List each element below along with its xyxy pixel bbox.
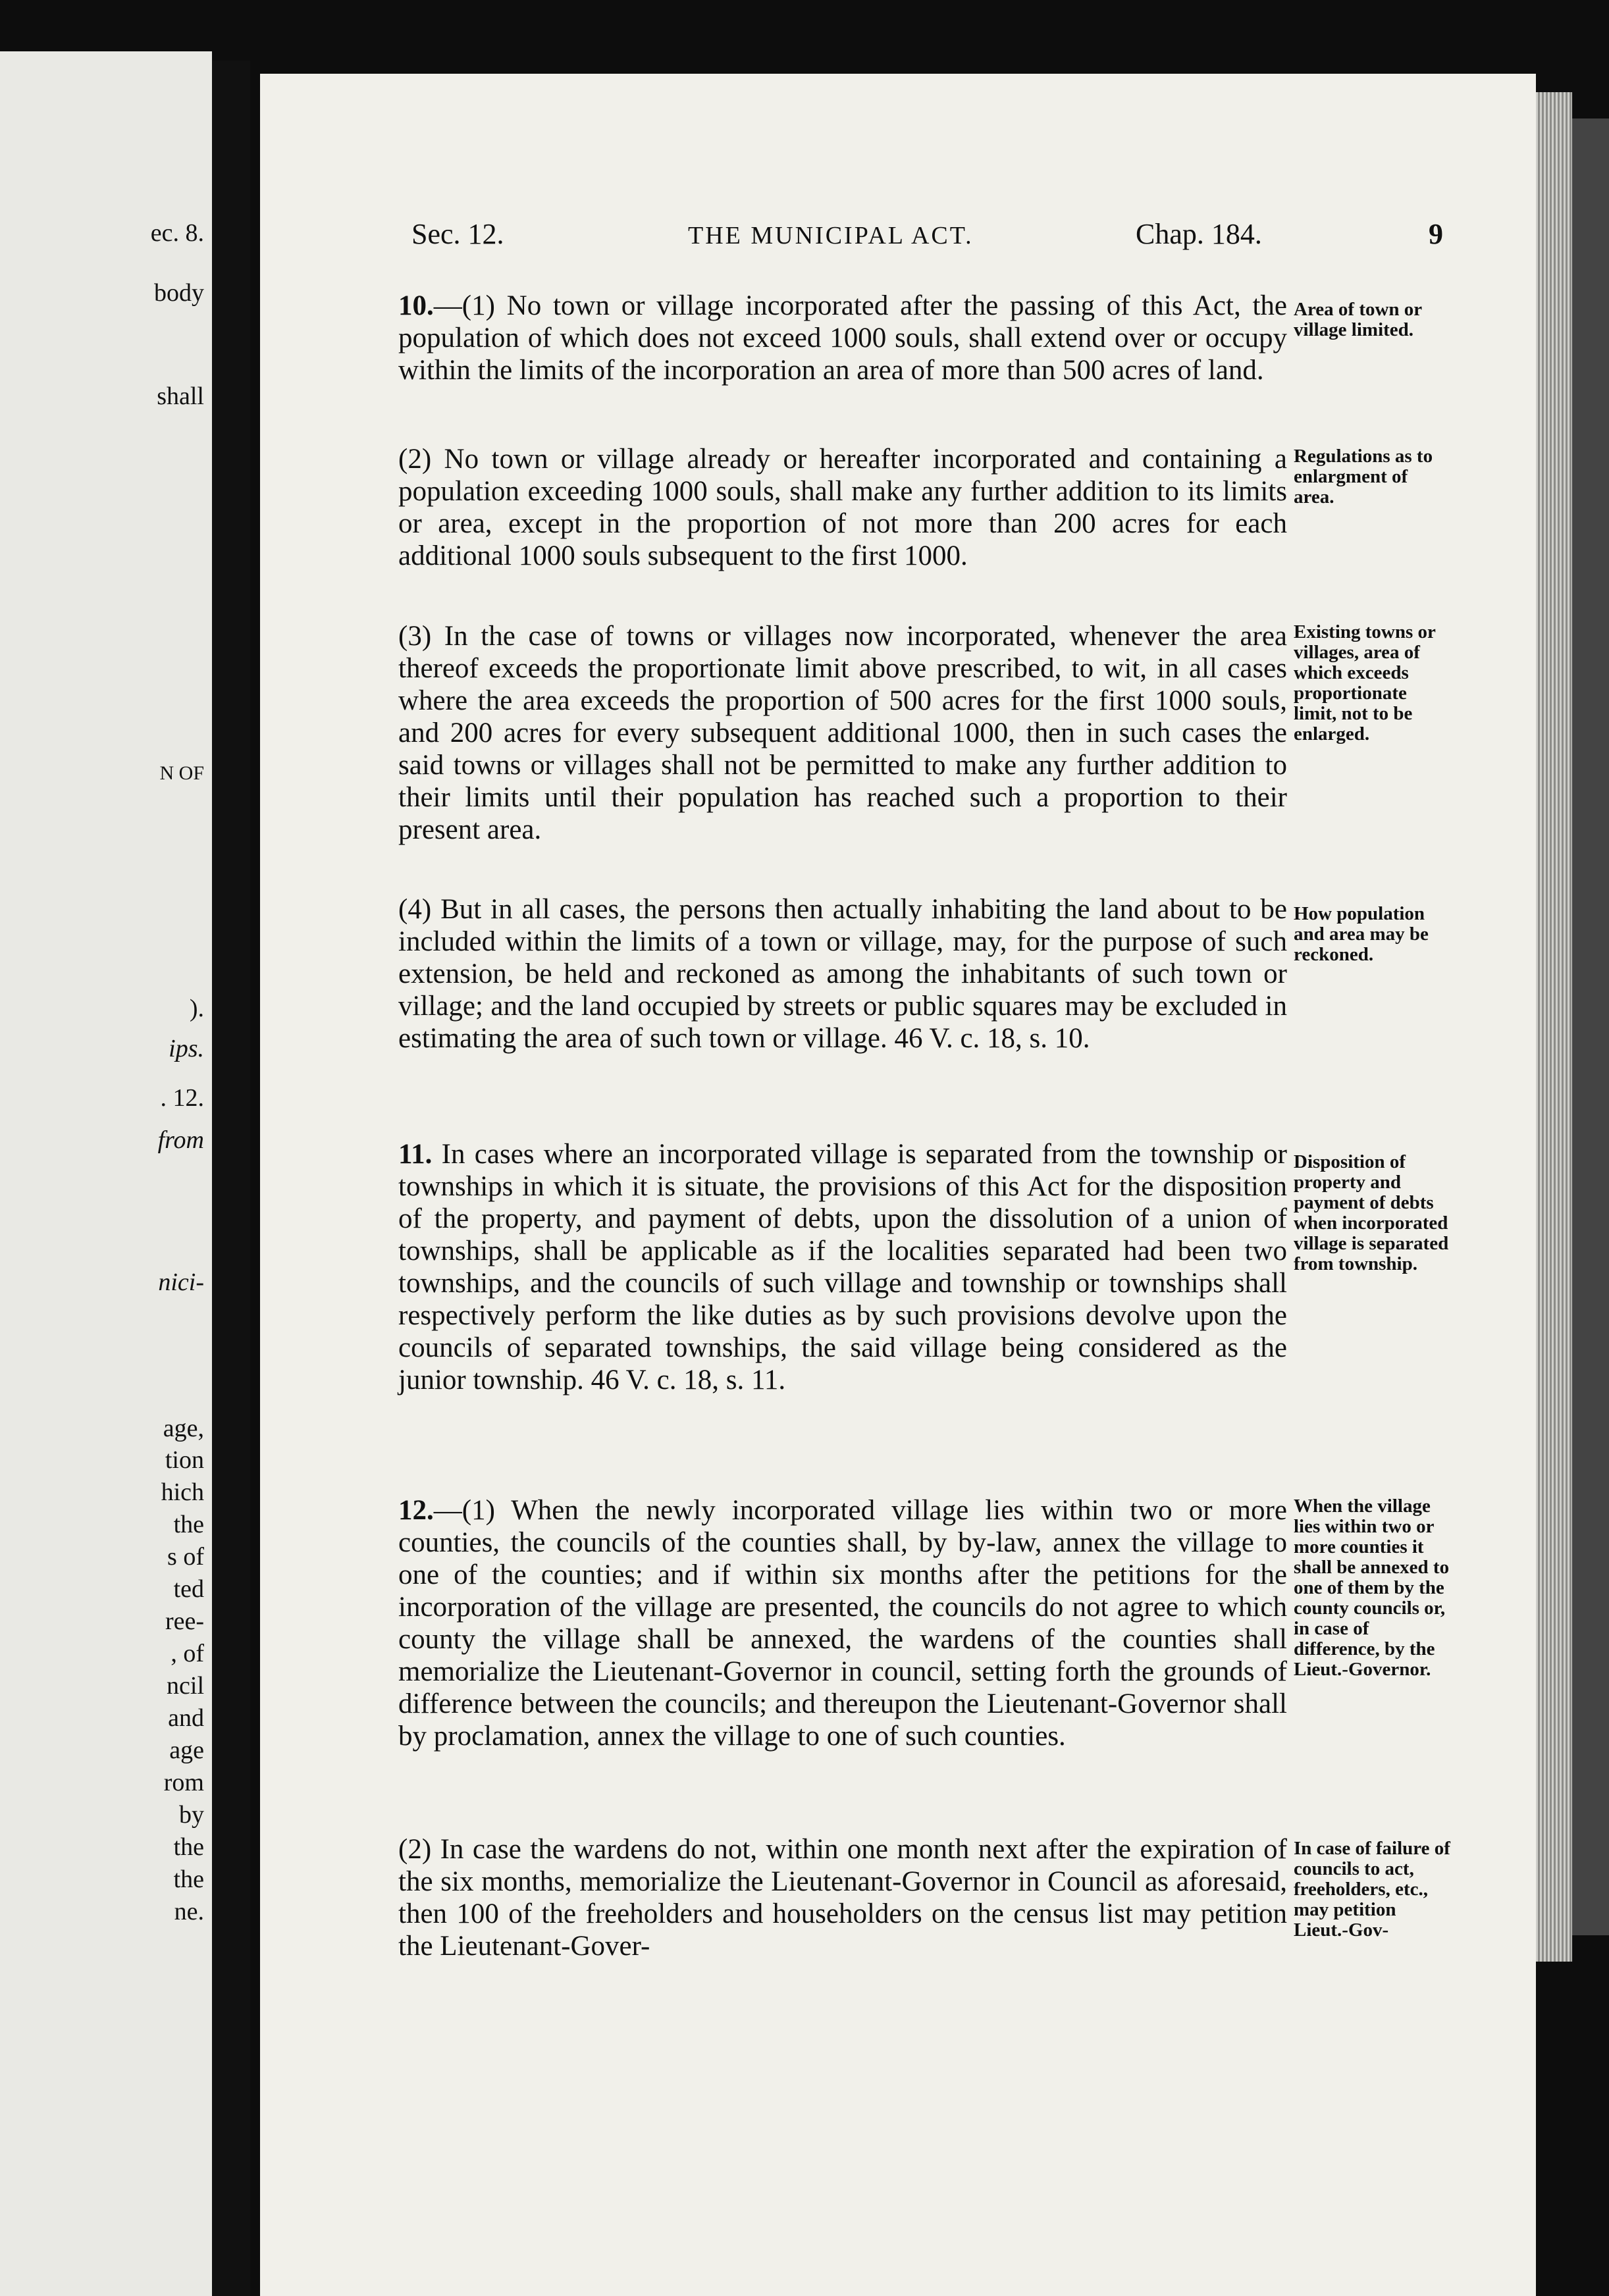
page-number: 9 xyxy=(1429,218,1443,250)
marginal-note: Existing towns or villages, area of which exceeds proportionate limit, not to be enlarged. xyxy=(1294,621,1436,744)
left-fragment: body xyxy=(154,280,204,306)
left-fragment: from xyxy=(157,1127,204,1153)
left-fragment: rom xyxy=(163,1769,204,1796)
page-edge-shadow xyxy=(1572,118,1609,1935)
left-fragment: and xyxy=(168,1705,204,1731)
left-fragment: age, xyxy=(163,1415,204,1442)
header-section: Sec. 12. xyxy=(411,218,504,250)
left-fragment: ne. xyxy=(174,1898,204,1925)
header-title: THE MUNICIPAL ACT. xyxy=(688,222,974,249)
paragraph-text: In cases where an incorporated village is separated from the township or townships in which it is situate, the provisions of this Act for the disposition of the property, and payment of debts, upon the dissolution of a union of townships, shall be applicable as if the localities separated had been two townships, and the councils of such village and township or townships shall respectively perform the like duties as by such provisions devolve upon the councils of separated townships, the said village being considered as the junior township. 46 V. c. 18, s. 11. xyxy=(398,1139,1287,1396)
section-10-subsection-3 xyxy=(398,620,1287,846)
left-fragment: the xyxy=(173,1866,204,1892)
book-gutter xyxy=(212,61,250,2296)
section-10-subsection-2 xyxy=(398,443,1287,572)
left-fragment: ree- xyxy=(165,1608,204,1634)
section-number: 12. xyxy=(398,1495,434,1526)
left-fragment: , of xyxy=(171,1640,204,1667)
section-11 xyxy=(398,1138,1287,1396)
left-fragment: ips. xyxy=(169,1035,204,1062)
paragraph-text: —(1) When the newly incorporated village lies within two or more counties, the councils of the counties shall, by by-law, annex the village to one of the counties; and if within six months after the petitions for the incorporation of the village are presented, the councils do not agree to which county the village shall be annexed, the wardens of the counties shall memorialize the Lieutenant-Governor in council, setting forth the grounds of difference between the councils; and thereupon the Lieutenant-Governor shall by proclamation, annex the village to one of such counties. xyxy=(398,1495,1287,1752)
left-fragment: s of xyxy=(167,1544,204,1570)
marginal-note: In case of failure of councils to act, freeholders, etc., may petition Lieut.-Gov- xyxy=(1294,1838,1450,1941)
left-fragment: . 12. xyxy=(160,1085,204,1111)
left-fragment: the xyxy=(173,1834,204,1860)
marginal-note: Disposition of property and payment of debts when incorporated village is separated from township. xyxy=(1294,1151,1449,1274)
page-edges xyxy=(1536,92,1572,1962)
marginal-note: Area of town or village limited. xyxy=(1294,299,1422,340)
paragraph-text: (2) In case the wardens do not, within one month next after the expiration of the six months, memorialize the Lieutenant-Governor in Council as aforesaid, then 100 of the freeholders and householders on the census list may petition the Lieutenant-Gover- xyxy=(398,1834,1287,1962)
header-chapter: Chap. 184. xyxy=(1136,218,1262,250)
section-12-subsection-1 xyxy=(398,1494,1287,1752)
left-fragment: ncil xyxy=(167,1673,204,1699)
marginal-note: Regulations as to enlargment of area. xyxy=(1294,446,1433,508)
left-fragment: nici- xyxy=(158,1269,204,1295)
left-fragment: the xyxy=(173,1511,204,1538)
paragraph-text: (2) No town or village already or hereafter incorporated and containing a population exceeding 1000 souls, shall make any further addition to its limits or area, except in the proportion of not more than 200 acres for each additional 1000 souls subsequent to the first 1000. xyxy=(398,444,1287,571)
section-number: 10. xyxy=(398,290,434,321)
section-number: 11. xyxy=(398,1139,433,1170)
left-fragment: N OF xyxy=(159,762,204,784)
left-fragment: ted xyxy=(173,1576,204,1602)
left-fragment: ). xyxy=(189,995,204,1022)
section-10-subsection-1 xyxy=(398,290,1287,386)
left-fragment: tion xyxy=(165,1447,204,1473)
left-fragment: ec. 8. xyxy=(150,220,204,246)
left-fragment: by xyxy=(179,1802,204,1828)
left-fragment: shall xyxy=(157,383,204,409)
paragraph-text: (4) But in all cases, the persons then actually inhabiting the land about to be included within the limits of a town or village, may, for the purpose of such extension, be held and reckoned as among the inhabitants of such town or village; and the land occupied by streets or public squares may be excluded in estimating the area of such town or village. 46 V. c. 18, s. 10. xyxy=(398,894,1287,1054)
paragraph-text: —(1) No town or village incorporated after the passing of this Act, the population of which does not exceed 1000 souls, shall extend over or occupy within the limits of the incorporation an area of more than 500 acres of land. xyxy=(398,290,1287,386)
left-fragment: age xyxy=(169,1737,204,1763)
marginal-note: When the village lies within two or more counties it shall be annexed to one of them by the county councils or, in case of difference, by the Lieut.-Governor. xyxy=(1294,1496,1450,1680)
left-fragment: hich xyxy=(161,1479,204,1505)
marginal-note: How population and area may be reckoned. xyxy=(1294,903,1429,965)
section-10-subsection-4 xyxy=(398,893,1287,1055)
paragraph-text: (3) In the case of towns or villages now incorporated, whenever the area thereof exceeds the proportionate limit above prescribed, to wit, in all cases where the area exceeds the proportion of 500 acres for the first 1000 souls, and 200 acres for every subsequent additional 1000, then in such cases the said towns or villages shall not be permitted to make any further addition to their limits until their population has reached such a proportion to their present area. xyxy=(398,621,1287,845)
section-12-subsection-2 xyxy=(398,1833,1287,1962)
